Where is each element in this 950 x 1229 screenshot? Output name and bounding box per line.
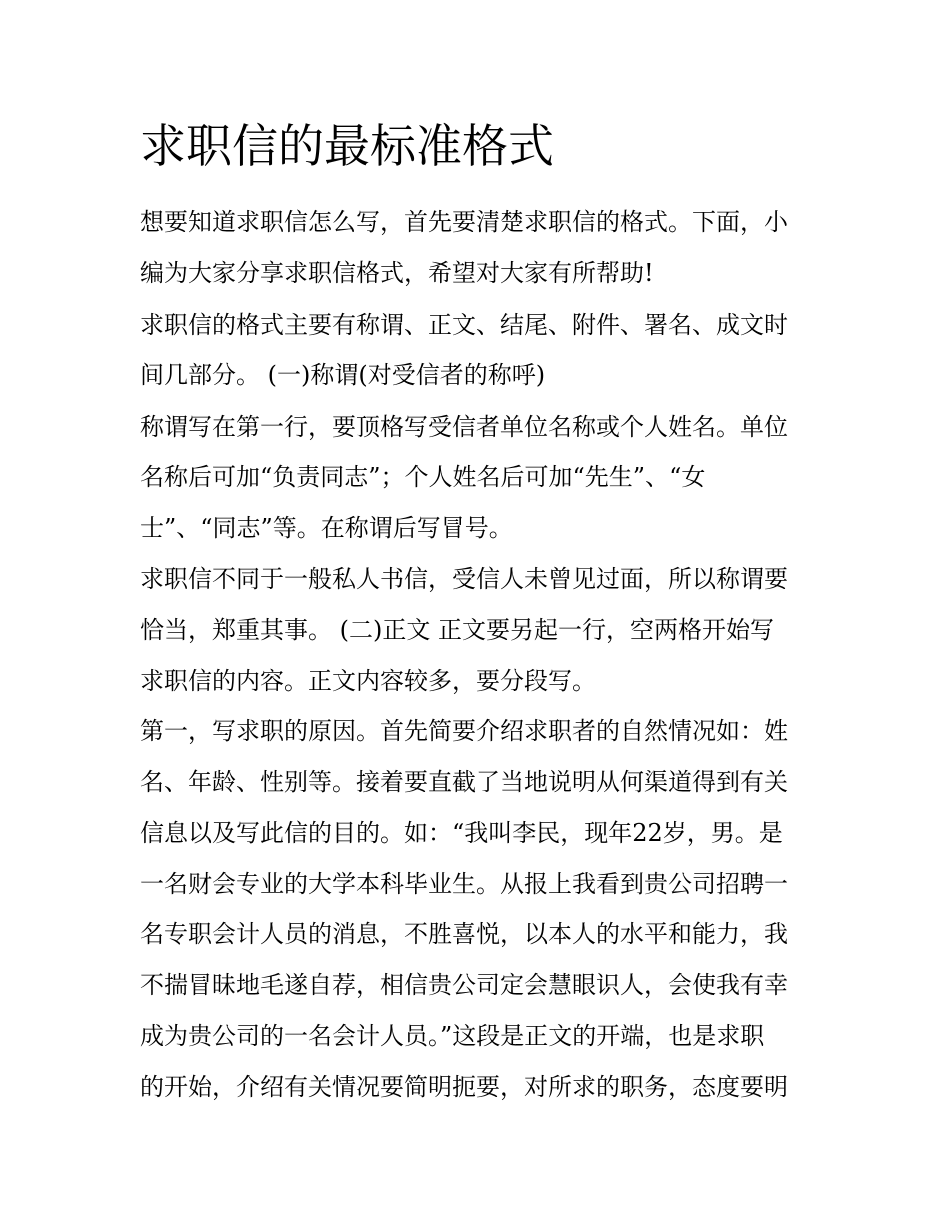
text-line: 恰当，郑重其事。 (二)正文 正文要另起一行，空两格开始写 <box>140 616 774 644</box>
text-line: 不揣冒昧地毛遂自荐，相信贵公司定会慧眼识人，会使我有幸 <box>140 971 788 999</box>
text-line: 求职信的内容。正文内容较多，要分段写。 <box>140 667 596 695</box>
text-line: 间几部分。 (一)称谓(对受信者的称呼) <box>140 361 546 389</box>
text-line: 第一，写求职的原因。首先简要介绍求职者的自然情况如：姓 <box>140 717 788 745</box>
text-line: 名称后可加“负责同志”；个人姓名后可加“先生”、“女 <box>140 463 706 491</box>
text-line: 名专职会计人员的消息，不胜喜悦，以本人的水平和能力，我 <box>140 920 788 948</box>
document-title: 求职信的最标准格式 <box>140 119 554 173</box>
text-line: 信息以及写此信的目的。如：“我叫李民，现年22岁，男。是 <box>140 819 783 847</box>
text-line: 成为贵公司的一名会计人员。”这段是正文的开端，也是求职 <box>140 1022 765 1050</box>
text-line: 一名财会专业的大学本科毕业生。从报上我看到贵公司招聘一 <box>140 870 788 898</box>
text-line: 想要知道求职信怎么写，首先要清楚求职信的格式。下面，小 <box>140 208 788 236</box>
text-line: 求职信不同于一般私人书信，受信人未曾见过面，所以称谓要 <box>140 565 788 593</box>
text-line: 名、年龄、性别等。接着要直截了当地说明从何渠道得到有关 <box>140 768 788 796</box>
text-line: 称谓写在第一行，要顶格写受信者单位名称或个人姓名。单位 <box>140 413 788 441</box>
text-line: 编为大家分享求职信格式，希望对大家有所帮助! <box>140 259 654 287</box>
text-line: 求职信的格式主要有称谓、正文、结尾、附件、署名、成文时 <box>140 311 788 339</box>
text-line: 士”、“同志”等。在称谓后写冒号。 <box>140 514 513 542</box>
text-line: 的开始，介绍有关情况要简明扼要，对所求的职务，态度要明 <box>140 1073 788 1101</box>
